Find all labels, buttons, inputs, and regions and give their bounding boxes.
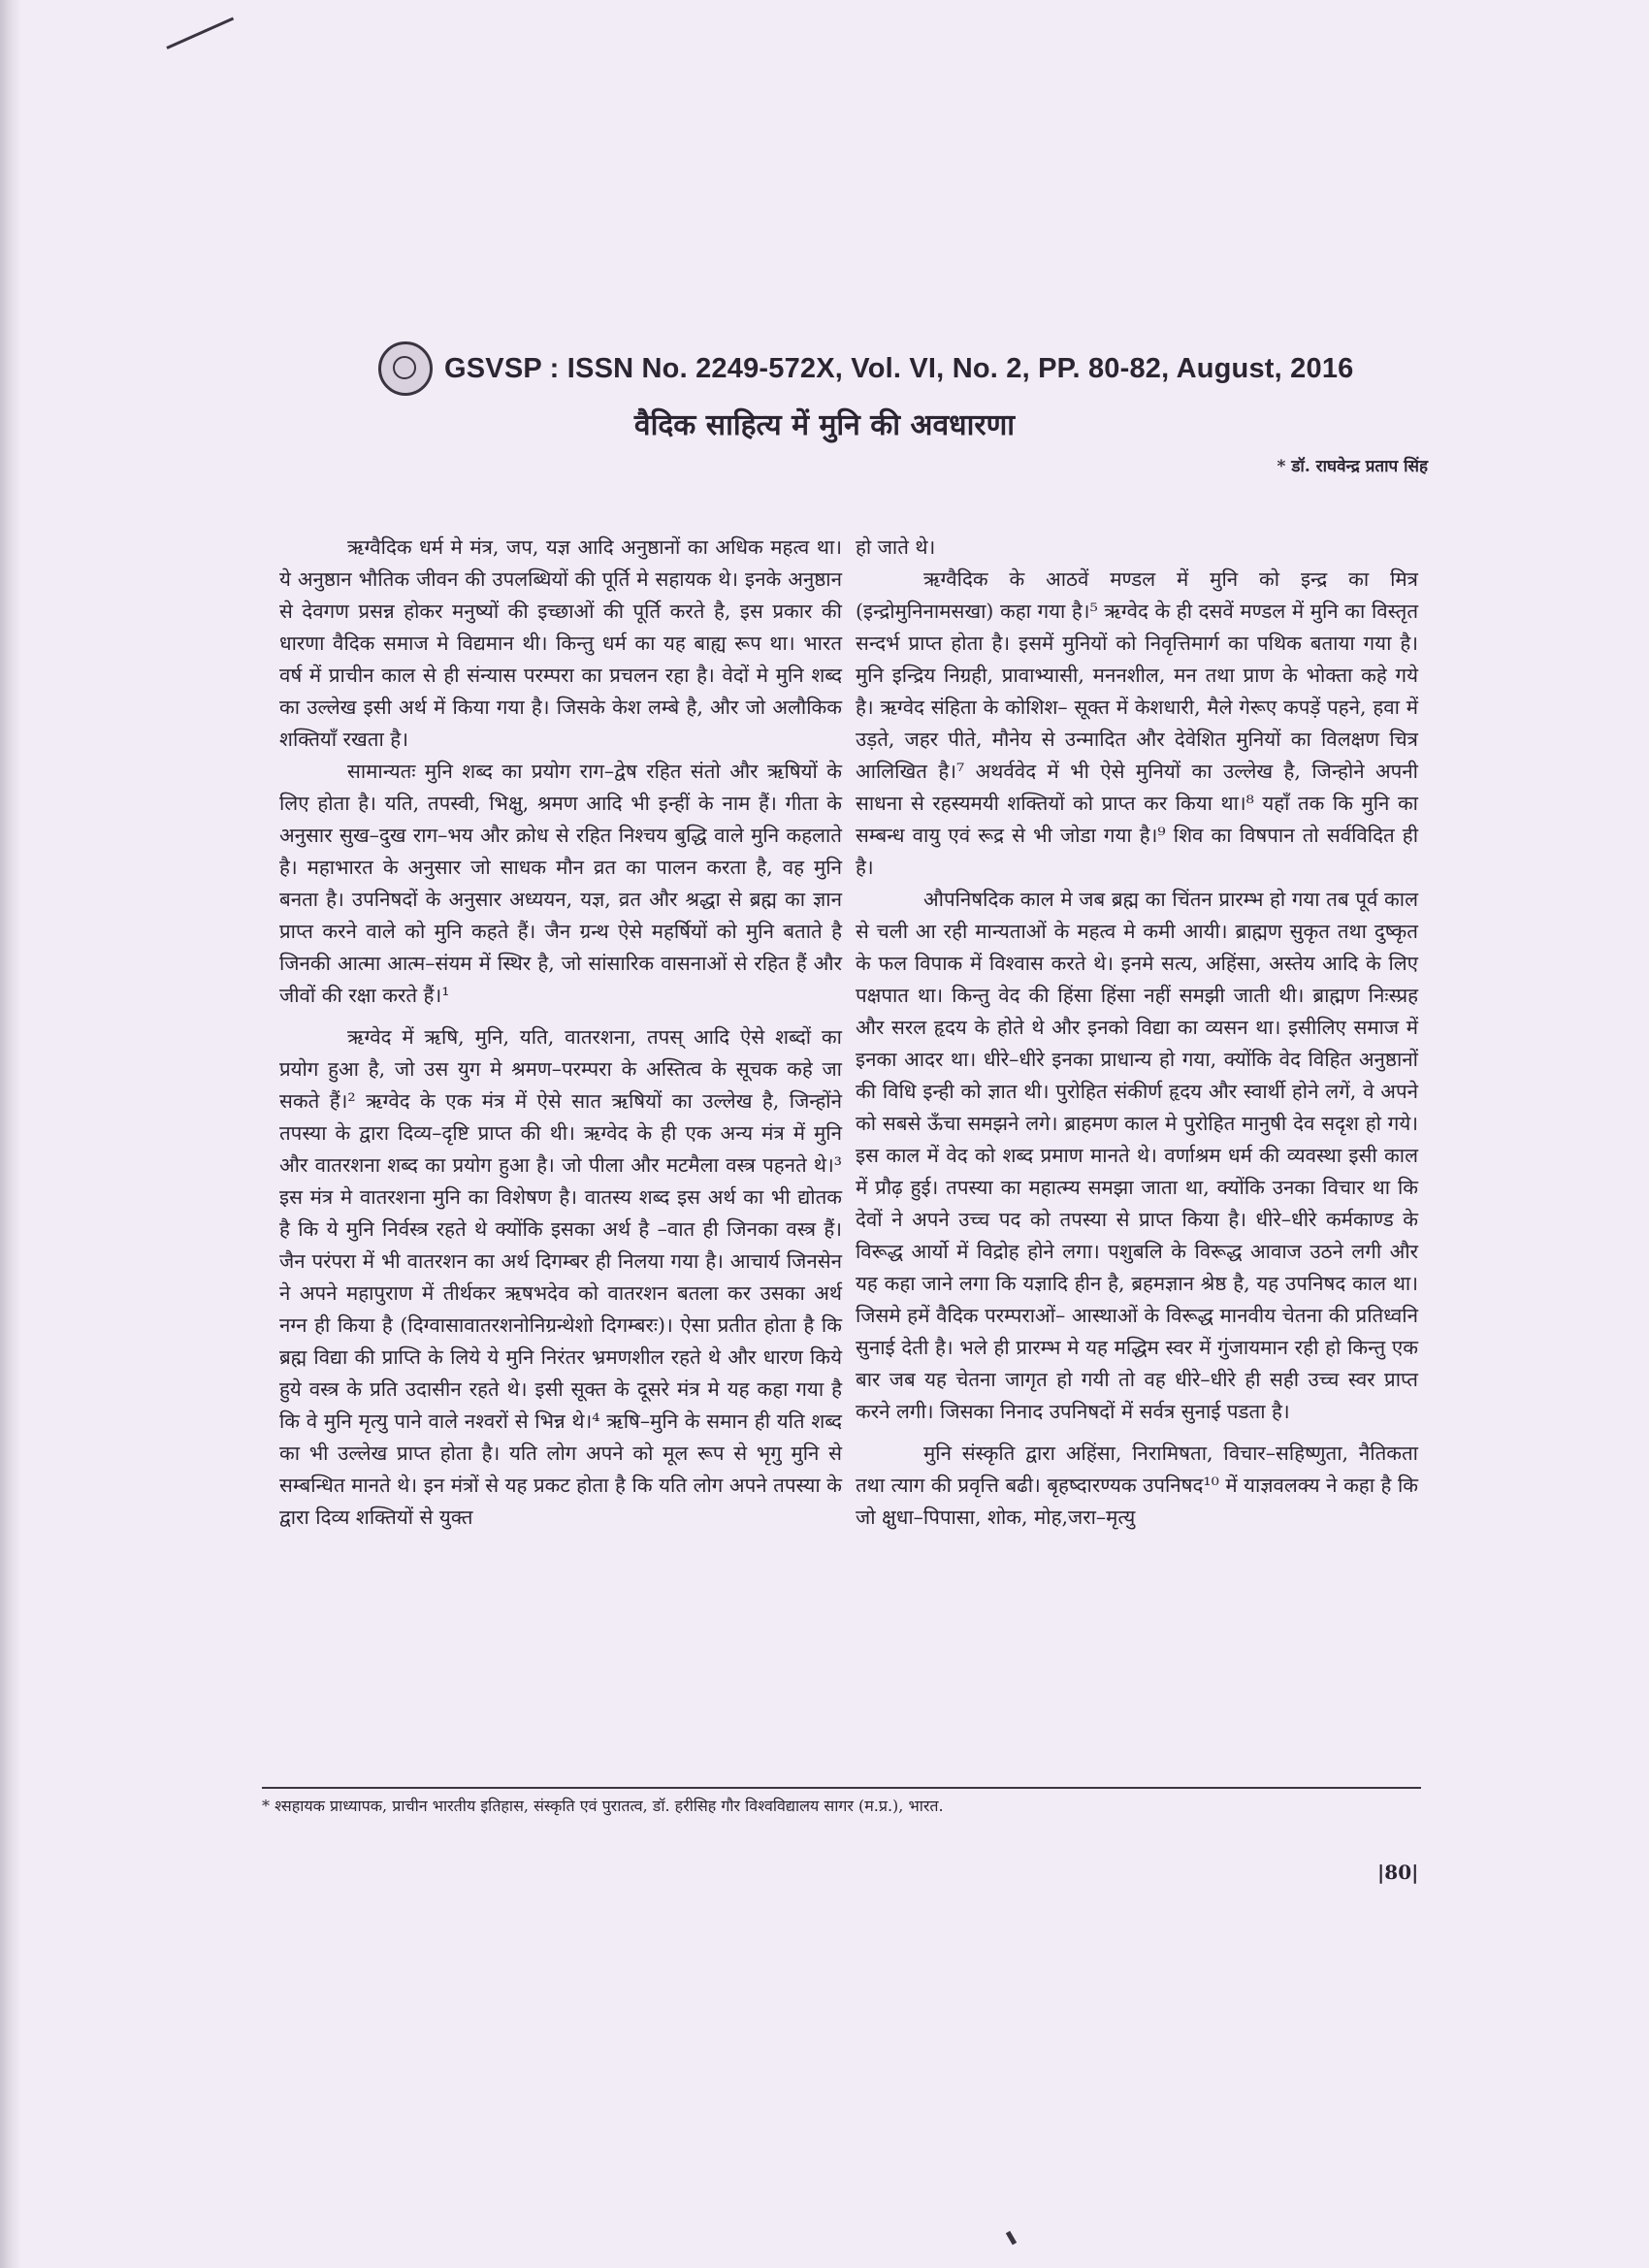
right-column (856, 532, 1418, 1534)
journal-header (378, 341, 1406, 396)
scan-edge-shadow (0, 0, 21, 2268)
footnote: * श्सहायक प्राध्यापक, प्राचीन भारतीय इतिहास, संस्कृति एवं पुरातत्व, डॉ. हरीसिह गौर विश्वविद्यालय सागर (म.प्र.), भारत. (262, 1797, 944, 1815)
article-author: * डॉ. राघवेन्द्र प्रताप सिंह (1277, 457, 1428, 476)
journal-citation: GSVSP : ISSN No. 2249-572X, Vol. VI, No. 2, PP. 80-82, August, 2016 (444, 352, 1354, 384)
journal-seal-icon (378, 341, 433, 396)
pen-mark (166, 17, 234, 49)
paragraph: सामान्यतः मुनि शब्द का प्रयोग राग–द्वेष रहित संतो और ऋषियों के लिए होता है। यति, तपस्वी, भिक्षु, श्रमण आदि भी इन्हीं के नाम हैं। गीता के अनुसार सुख–दुख राग–भय और क्रोध से रहित निश्चय बुद्धि वाले मुनि कहलाते है। महाभारत के अनुसार जो साधक मौन व्रत का पालन करता है, वह मुनि बनता है। उपनिषदों के अनुसार अध्ययन, यज्ञ, व्रत और श्रद्धा से ब्रह्म का ज्ञान प्राप्त करने वाले को मुनि कहते हैं। जैन ग्रन्थ ऐसे महर्षियों को मुनि बताते है जिनकी आत्मा आत्म–संयम में स्थिर है, जो सांसारिक वासनाओं से रहित हैं और जीवों की रक्षा करते हैं।¹ (279, 760, 842, 1007)
left-column (279, 532, 842, 1534)
article-title: वैदिक साहित्य में मुनि की अवधारणा (633, 408, 1016, 442)
paragraph: औपनिषदिक काल मे जब ब्रह्म का चिंतन प्रारम्भ हो गया तब पूर्व काल से चली आ रही मान्यताओं के महत्व मे कमी आयी। ब्राह्मण सुकृत तथा दुष्कृत के फल विपाक में विश्वास करते थे। इनमे सत्य, अहिंसा, अस्तेय आदि के लिए पक्षपात था। किन्तु वेद की हिंसा हिंसा नहीं समझी जाती थी। ब्राह्मण निःस्प्रह और सरल हृदय के होते थे और इनको विद्या का व्यसन था। इसीलिए समाज में इनका आदर था। धीरे–धीरे इनका प्राधान्य हो गया, क्योंकि वेद विहित अनुष्ठानों की विधि इन्ही को ज्ञात थी। पुरोहित संकीर्ण हृदय और स्वार्थी होने लगें, वे अपने को सबसे ऊँचा समझने लगे। ब्राहमण काल मे पुरोहित मानुषी देव सदृश हो गये। इस काल में वेद को शब्द प्रमाण मानते थे। वर्णाश्रम धर्म की व्यवस्था इसी काल में प्रौढ़ हुई। तपस्या का महात्म्य समझा जाता था, क्योंकि उनका विचार था कि देवों ने अपने उच्च पद को तपस्या से प्राप्त किया है। धीरे–धीरे कर्मकाण्ड के विरूद्ध आर्यो में विद्रोह होने लगा। पशुबलि के विरूद्ध आवाज उठने लगी और यह कहा जाने लगा कि यज्ञादि हीन है, ब्रहमज्ञान श्रेष्ठ है, यह उपनिषद काल था। जिसमे हमें वैदिक परम्पराओं– आस्थाओं के विरूद्ध मानवीय चेतना की प्रतिध्वनि सुनाई देती है। भले ही प्रारम्भ मे यह मद्धिम स्वर में गुंजायमान रही हो किन्तु एक बार जब यह चेतना जागृत हो गयी तो वह धीरे–धीरे ही सही उच्च स्वर प्राप्त करने लगी। जिसका निनाद उपनिषदों में सर्वत्र सुनाई पडता है। (856, 888, 1418, 1423)
paragraph: ऋग्वैदिक धर्म मे मंत्र, जप, यज्ञ आदि अनुष्ठानों का अधिक महत्व था। ये अनुष्ठान भौतिक जीवन की उपलब्धियों की पूर्ति मे सहायक थे। इनके अनुष्ठान से देवगण प्रसन्न होकर मनुष्यों की इच्छाओं की पूर्ति करते है, इस प्रकार की धारणा वैदिक समाज मे विद्यमान थी। किन्तु धर्म का यह बाह्य रूप था। भारत वर्ष में प्राचीन काल से ही संन्यास परम्परा का प्रचलन रहा है। वेदों मे मुनि शब्द का उल्लेख इसी अर्थ में किया गया है। जिसके केश लम्बे है, और जो अलौकिक शक्तियाँ रखता है। (279, 535, 842, 751)
paragraph: हो जाते थे। (856, 535, 936, 559)
scan-mark (1006, 2231, 1017, 2246)
paragraph: ऋग्वेद में ऋषि, मुनि, यति, वातरशना, तपस् आदि ऐसे शब्दों का प्रयोग हुआ है, जो उस युग मे श्रमण–परम्परा के अस्तित्व के सूचक कहे जा सकते हैं।² ऋग्वेद के एक मंत्र में ऐसे सात ऋषियों का उल्लेख है, जिन्होंने तपस्या के द्वारा दिव्य–दृष्टि प्राप्त की थी। ऋग्वेद के ही एक अन्य मंत्र में मुनि और वातरशना शब्द का प्रयोग हुआ है। जो पीला और मटमैला वस्त्र पहनते थे।³ इस मंत्र मे वातरशना मुनि का विशेषण है। वातस्य शब्द इस अर्थ का भी द्योतक है कि ये मुनि निर्वस्त्र रहते थे क्योंकि इसका अर्थ है –वात ही जिनका वस्त्र हैं। जैन परंपरा में भी वातरशन का अर्थ दिगम्बर ही निलया गया है। आचार्य जिनसेन ने अपने महापुराण में तीर्थकर ऋषभदेव को वातरशन बतला कर उसका अर्थ नग्न ही किया है (दिग्वासावातरशनोनिग्रन्थेशो दिगम्बरः)। ऐसा प्रतीत होता है कि ब्रह्म विद्या की प्राप्ति के लिये ये मुनि निरंतर भ्रमणशील रहते थे और धारण किये हुये वस्त्र के प्रति उदासीन रहते थे। इसी सूक्त के दूसरे मंत्र मे यह कहा गया है कि वे मुनि मृत्यु पाने वाले नश्वरों से भिन्न थे।⁴ ऋषि–मुनि के समान ही यति शब्द का भी उल्लेख प्राप्त होता है। यति लोग अपने को मूल रूप से भृगु मुनि से सम्बन्धित मानते थे। इन मंत्रों से यह प्रकट होता है कि यति लोग अपने तपस्या के द्वारा दिव्य शक्तियों से युक्त (279, 1025, 842, 1529)
paragraph: ऋग्वैदिक के आठवें मण्डल में मुनि को इन्द्र का मित्र (इन्द्रोमुनिनामसखा) कहा गया है।⁵ ऋग्वेद के ही दसवें मण्डल में मुनि का विस्तृत सन्दर्भ प्राप्त होता है। इसमें मुनियों को निवृत्तिमार्ग का पथिक बताया गया है। मुनि इन्द्रिय निग्रही, प्रावाभ्यासी, मननशील, मन तथा प्राण के भोक्ता कहे गये है। ऋग्वेद संहिता के कोशिश– सूक्त में केशधारी, मैले गेरूए कपड़ें पहने, हवा में उड़ते, जहर पीते, मौनेय से उन्मादित और देवेशित मुनियों का विलक्षण चित्र आलिखित है।⁷ अथर्ववेद में भी ऐसे मुनियों का उल्लेख है, जिन्होने अपनी साधना से रहस्यमयी शक्तियों को प्राप्त कर किया था।⁸ यहाँ तक कि मुनि का सम्बन्ध वायु एवं रूद्र से भी जोडा गया है।⁹ शिव का विषपान तो सर्वविदित ही है। (856, 567, 1418, 879)
page-number: |80| (1377, 1861, 1419, 1884)
paragraph: मुनि संस्कृति द्वारा अहिंसा, निरामिषता, विचार–सहिष्णुता, नैतिकता तथा त्याग की प्रवृत्ति बढी। बृहष्दारण्यक उपनिषद¹⁰ में याज्ञवलक्य ने कहा है कि जो क्षुधा–पिपासा, शोक, मोह,जरा–मृत्यु (856, 1442, 1418, 1529)
footnote-divider (262, 1787, 1421, 1789)
